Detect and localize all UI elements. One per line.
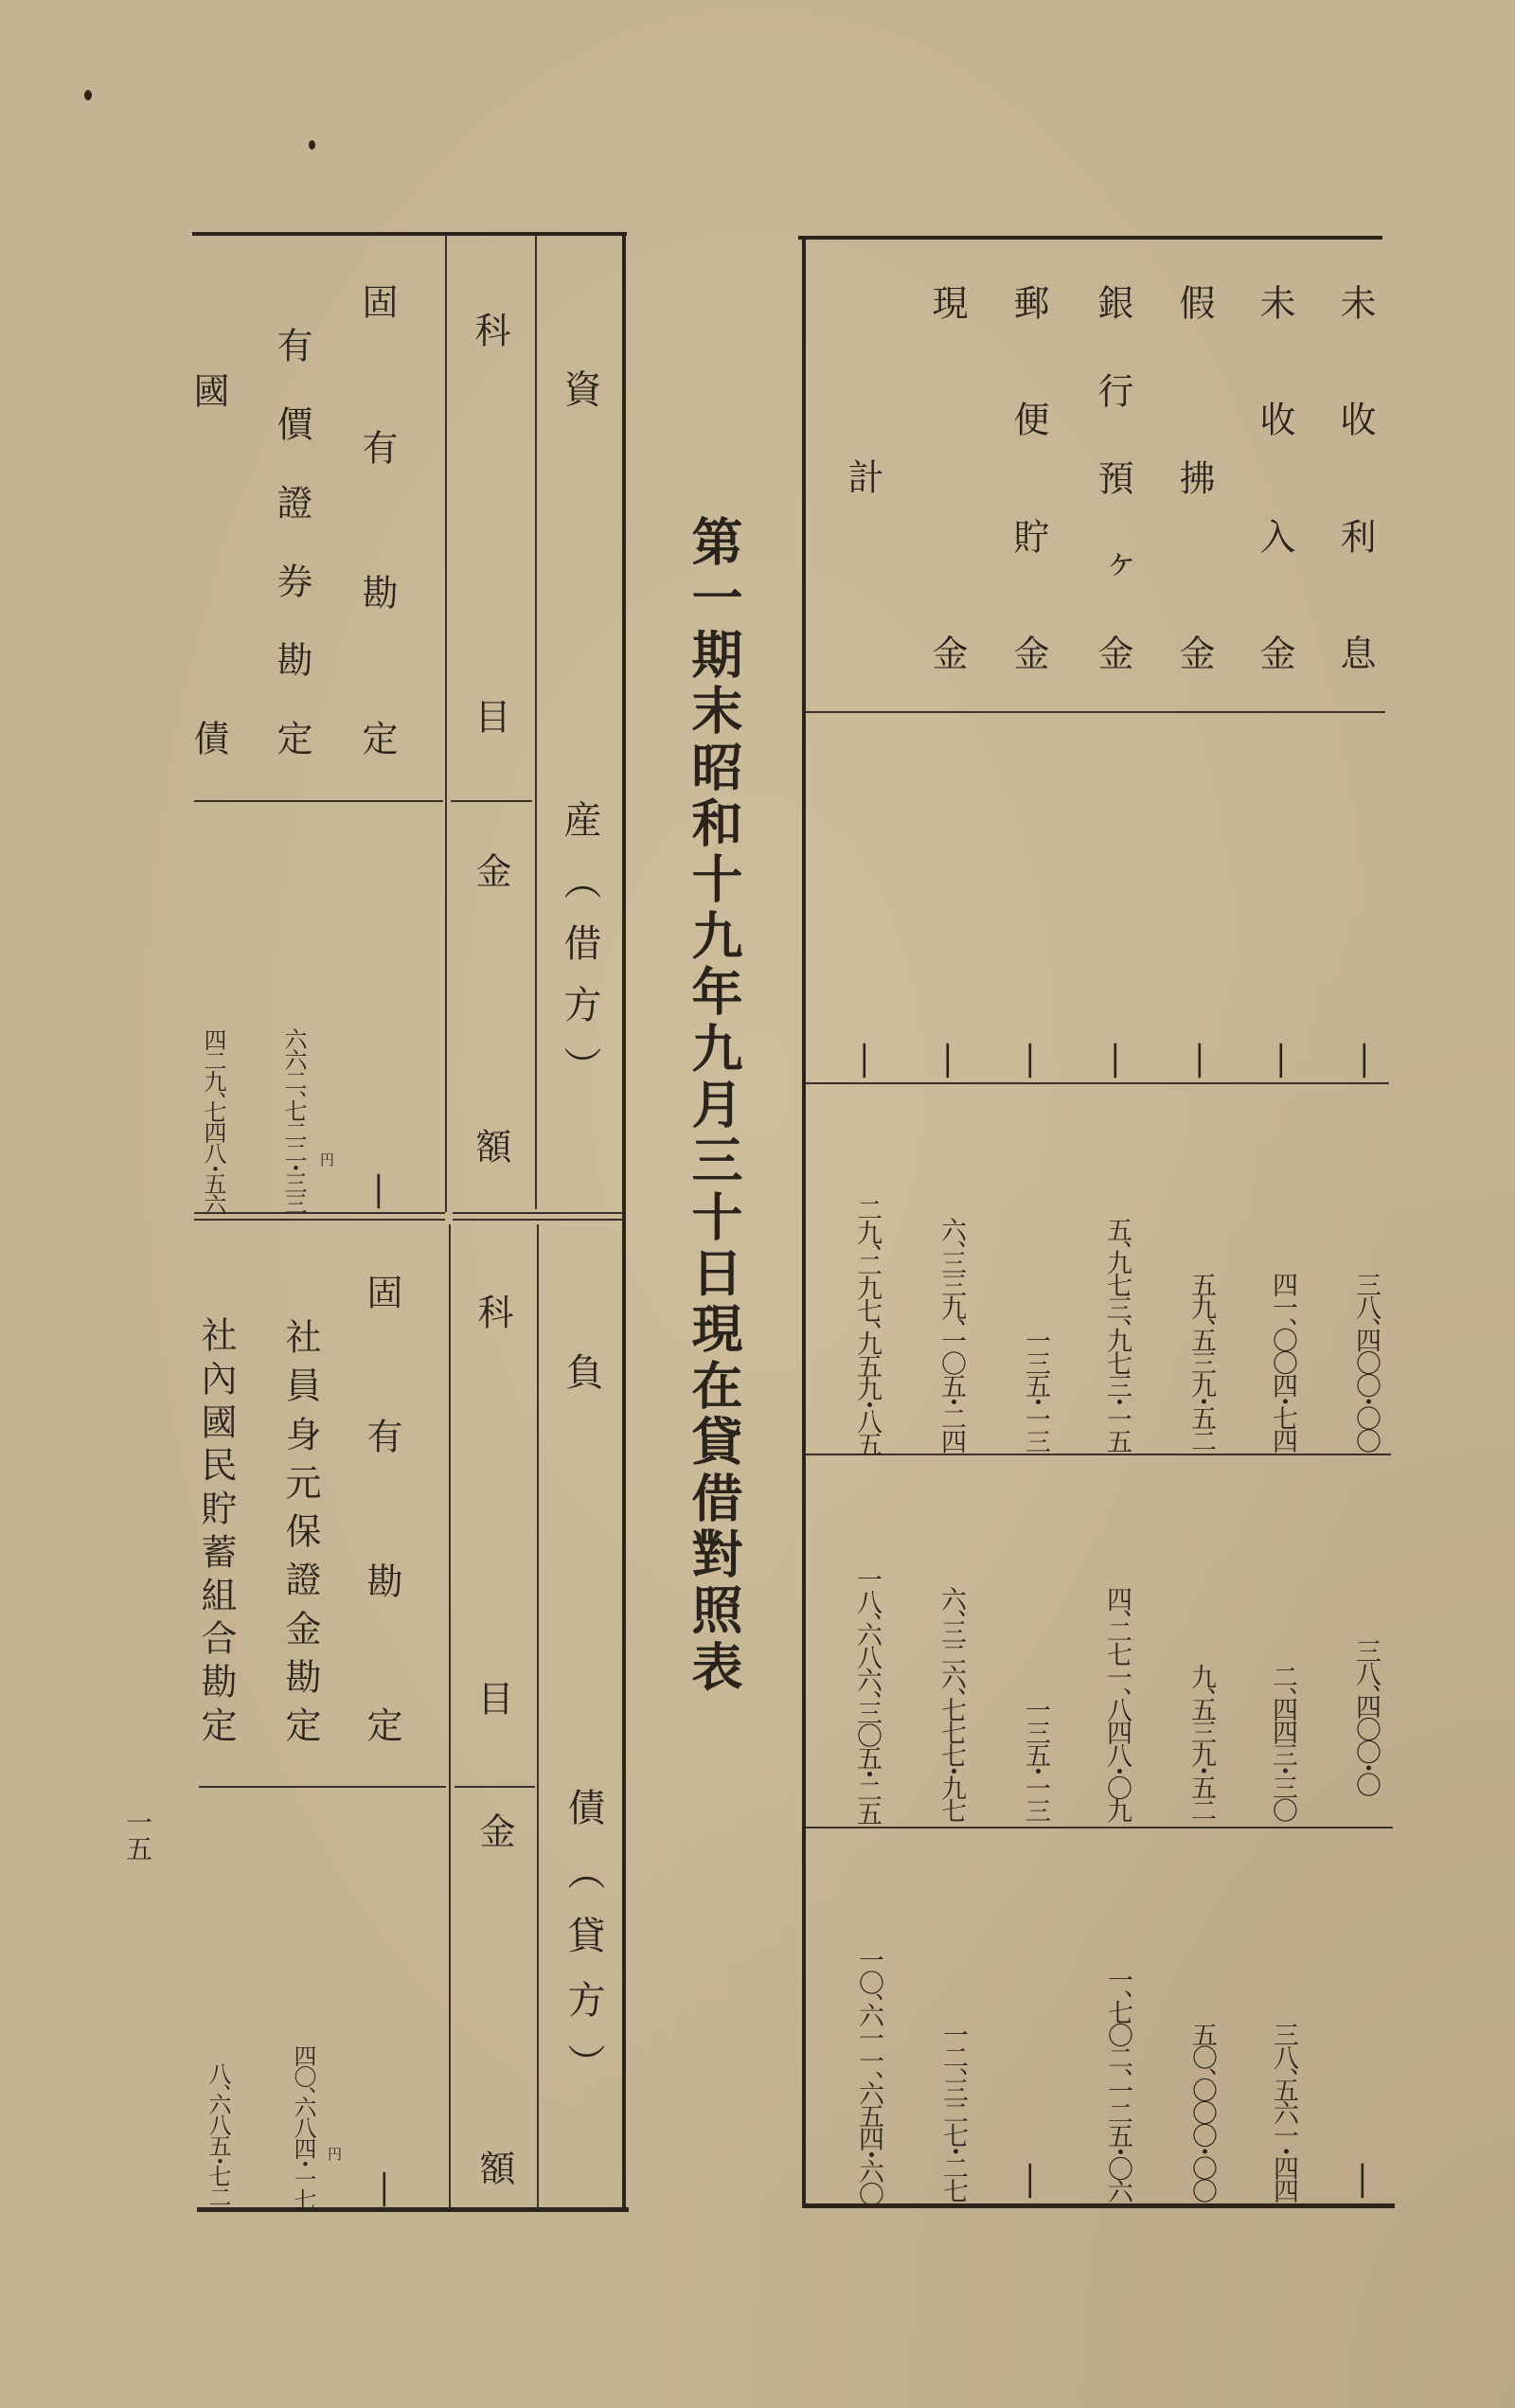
- section-double-rule: [453, 1219, 623, 1221]
- amount-cell: 九、五三九・五二: [1186, 1664, 1216, 1820]
- row-rule: [806, 1454, 1391, 1455]
- amount-header: 金 額: [473, 1812, 515, 2185]
- amount-cell: 三八、四〇〇・〇〇: [1351, 1272, 1381, 1451]
- asset-item-amount: 四二九、七四八・五六: [200, 1028, 226, 1214]
- amount-cell: 六、三三九、一〇五・二四: [936, 1216, 966, 1451]
- liabilities-heading-credit: 債 （ 貸 方 ）: [561, 1788, 605, 2081]
- table-right-border: [622, 232, 626, 2212]
- amount-cell: 二九、二九七、九五九・八五: [852, 1196, 882, 1454]
- amount-cell: 一二、三二七・二七: [938, 2022, 968, 2201]
- liabilities-name-amount-rule: [199, 1786, 446, 1788]
- liabilities-header-rule: [454, 1786, 535, 1788]
- amount-cell: —: [928, 1042, 971, 1079]
- section-double-rule: [453, 1212, 623, 1214]
- amount-cell: —: [1345, 1042, 1388, 1079]
- section-double-rule: [194, 1212, 445, 1214]
- yen-unit-mark: 円: [328, 2146, 343, 2163]
- amount-cell: 三八、四〇〇・〇: [1351, 1638, 1381, 1794]
- amount-cell: —: [1343, 2162, 1386, 2200]
- table-left-border: [802, 236, 806, 2208]
- asset-item-name: 國 債: [187, 372, 229, 756]
- assets-name-amount-rule: [194, 800, 443, 802]
- page-title: 第 一 期 末 昭 和 十 九 年 九 月 三 十 日 現 在 貸 借 對 照 表: [684, 515, 744, 1691]
- table-top-rule: [798, 236, 1382, 240]
- amount-cell: 一三五・一三: [1021, 1696, 1050, 1820]
- page-number: 一五: [122, 1809, 153, 1862]
- row-rule: [806, 711, 1385, 713]
- subject-header: 科 目: [469, 312, 510, 734]
- liability-item-amount: —: [365, 2170, 408, 2208]
- column-header: 銀 行 預 ヶ 金: [1092, 284, 1133, 670]
- amount-cell: 五〇、〇〇〇・〇〇: [1187, 2022, 1217, 2201]
- row-rule: [806, 1082, 1389, 1084]
- subject-column-divider: [449, 1224, 451, 2207]
- amount-header: 金 額: [470, 852, 511, 1164]
- subject-header: 科 目: [472, 1293, 513, 1716]
- heading-column-divider: [537, 1224, 539, 2207]
- column-header: 郵 便 貯 金: [1007, 284, 1049, 670]
- assets-heading-debit: 産 （ 借 方 ）: [558, 800, 601, 1084]
- amount-cell: 四、二七一、八四八・〇九: [1102, 1585, 1132, 1820]
- amount-cell: 四一、〇〇四・七四: [1268, 1272, 1297, 1451]
- liability-item-name: 社 員 身 元 保 證 金 勘 定: [279, 1318, 321, 1742]
- column-header: 計: [842, 458, 883, 494]
- amount-cell: 五九、五三九・五二: [1186, 1272, 1216, 1451]
- amount-cell: 一〇、六一一、六五四・六〇: [854, 1946, 883, 2203]
- amount-cell: 一八、六八六、三〇五・二五: [852, 1565, 882, 1823]
- amount-cell: 一、七〇二、一二五・〇六: [1103, 1966, 1132, 2201]
- assets-header-rule: [451, 800, 532, 802]
- amount-cell: —: [1180, 1042, 1223, 1079]
- row-rule: [806, 1827, 1393, 1828]
- amount-cell: —: [1010, 1042, 1054, 1079]
- amount-cell: 一三五・一三: [1021, 1327, 1050, 1451]
- paper-speck: [309, 140, 315, 150]
- amount-cell: —: [1010, 2162, 1054, 2200]
- amount-cell: 三八、五六一・四四: [1269, 2022, 1298, 2201]
- asset-item-amount: —: [359, 1172, 402, 1210]
- liabilities-heading: 負: [560, 1352, 603, 1390]
- liability-item-name: 社 內 國 民 貯 蓄 組 合 勘 定: [195, 1316, 237, 1742]
- column-header: 未 收 入 金: [1254, 284, 1295, 670]
- table-bottom-rule: [197, 2207, 629, 2212]
- liability-item-amount: 八、六八五・七二: [205, 2062, 231, 2206]
- assets-heading: 資: [558, 369, 601, 407]
- yen-unit-mark: 円: [320, 1151, 335, 1168]
- asset-item-name: 有 價 證 券 勘 定: [271, 327, 312, 756]
- asset-item-name: 固 有 勘 定: [356, 283, 398, 756]
- table-top-rule: [192, 232, 627, 236]
- amount-cell: 二、四四三・三〇: [1268, 1664, 1297, 1820]
- amount-cell: 六、三二六、七七七・九七: [936, 1585, 966, 1820]
- asset-item-amount: 六六二、七二二・三三: [280, 1027, 307, 1213]
- amount-cell: —: [1096, 1042, 1139, 1079]
- section-double-rule: [194, 1219, 445, 1221]
- amount-cell: —: [1261, 1042, 1305, 1079]
- column-header: 現 金: [926, 284, 968, 670]
- column-header: 未 收 利 息: [1334, 284, 1376, 670]
- liability-item-name: 固 有 勘 定: [361, 1274, 402, 1742]
- subject-column-divider: [445, 236, 447, 1212]
- amount-cell: 五、九七三、九七三・一五: [1102, 1216, 1132, 1451]
- paper-speck: [84, 90, 92, 100]
- heading-column-divider: [535, 236, 537, 1209]
- table-bottom-rule: [802, 2203, 1395, 2208]
- amount-cell: —: [845, 1042, 888, 1079]
- liability-item-amount: 四〇、六八四・一七: [290, 2044, 316, 2209]
- column-header: 假 拂 金: [1173, 284, 1215, 670]
